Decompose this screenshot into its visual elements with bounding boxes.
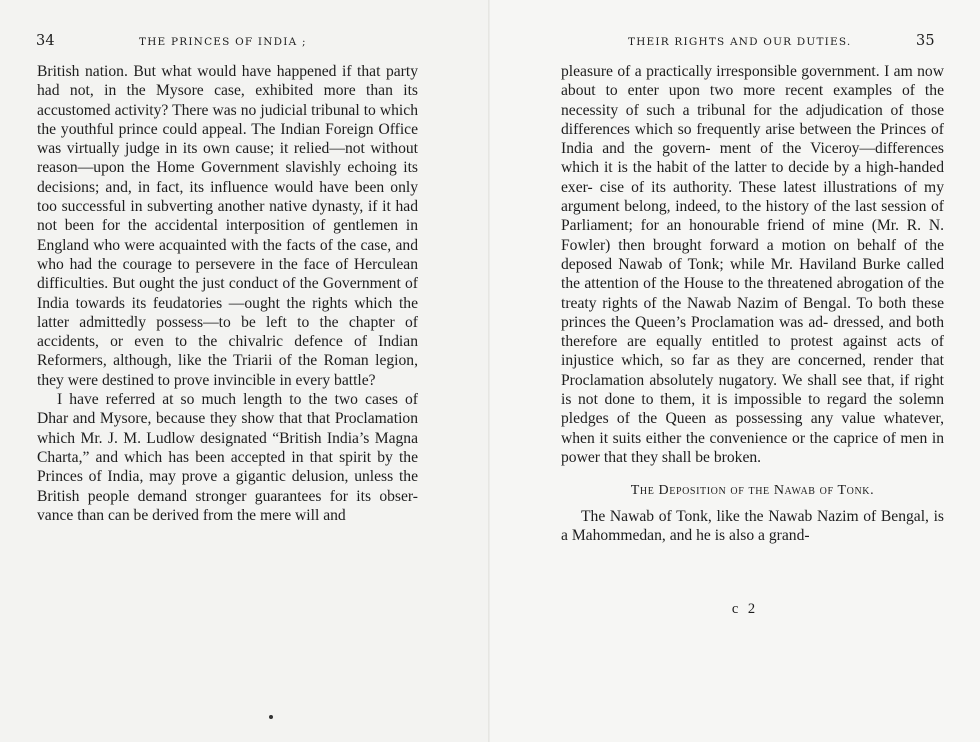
right-running-head: THEIR RIGHTS AND OUR DUTIES. — [628, 36, 852, 48]
left-paragraph-2: I have referred at so much length to the two cases of Dhar and Mysore, because they show that that Proclamation which Mr. J. M. Ludlow designated “British India’s Magna Charta,” and which has been accepted in that spirit by the Princes of India, may prove a gigantic delusion, unless the British people demand stronger guarantees for its obser- vance than can be derived from the mere will and — [37, 391, 418, 524]
right-paragraph-1: pleasure of a practically irresponsible government. I am now about to enter upon two more recent examples of the necessity of such a tribunal for the adjudication of those differences which so frequently arise between the Princes of India and the govern- ment of the Viceroy—differences which it is the habit of the latter to decide by a high-handed exer- cise of its authority. These latest illustrations of my argument belong, indeed, to the history of the last session of Parliament; for an honourable friend of mine (Mr. R. N. Fowler) then brought forward a motion on behalf of the deposed Nawab of Tonk; while Mr. Haviland Burke called the attention of the House to the threatened abrogation of the treaty rights of the Nawab Nazim of Bengal. To both these princes the Queen’s Proclamation was ad- dressed, and both therefore are equally entitled to protest against acts of injustice which, so far as they are concerned, render that Proclamation absolutely nugatory. We shall see that, if right is not done to them, it is impossible to regard the solemn pledges of the Queen as possessing any value whatever, when it suits either the convenience or the caprice of men in power that they shall be broken. — [561, 63, 944, 466]
signature-mark: c 2 — [731, 601, 759, 617]
left-page-number: 34 — [36, 33, 55, 49]
right-paragraph-2: The Nawab of Tonk, like the Nawab Nazim of Bengal, is a Mahommedan, and he is also a grand- — [561, 507, 944, 544]
right-page-body — [561, 62, 944, 545]
left-running-head: THE PRINCES OF INDIA ; — [139, 36, 307, 48]
ink-speck — [269, 715, 273, 719]
section-heading: The Deposition of the Nawab of Tonk. — [630, 483, 875, 499]
right-page — [490, 0, 980, 742]
left-page-body — [37, 62, 418, 525]
right-page-number: 35 — [916, 33, 935, 49]
left-paragraph-1: British nation. But what would have happened if that party had not, in the Mysore case, exhibited more than its accustomed activity? There was no judicial tribunal to which the youthful prince could appeal. The Indian Foreign Office was virtually judge in its own cause; it relied—not without reason—upon the Home Government slavishly echoing its decisions; and, in fact, its influence would have been only too successful in subverting another native dynasty, if it had not been for the accidental interposition of gentlemen in England who were acquainted with the facts of the case, and who had the courage to persevere in the face of Herculean difficulties. But ought the just conduct of the Government of India towards its feudatories —ought the rights which the latter admittedly possess—to be left to the chapter of accidents, or even to the chivalric defence of Indian Reformers, although, like the Triarii of the Roman legion, they were destined to prove invincible in every battle? — [37, 63, 418, 389]
